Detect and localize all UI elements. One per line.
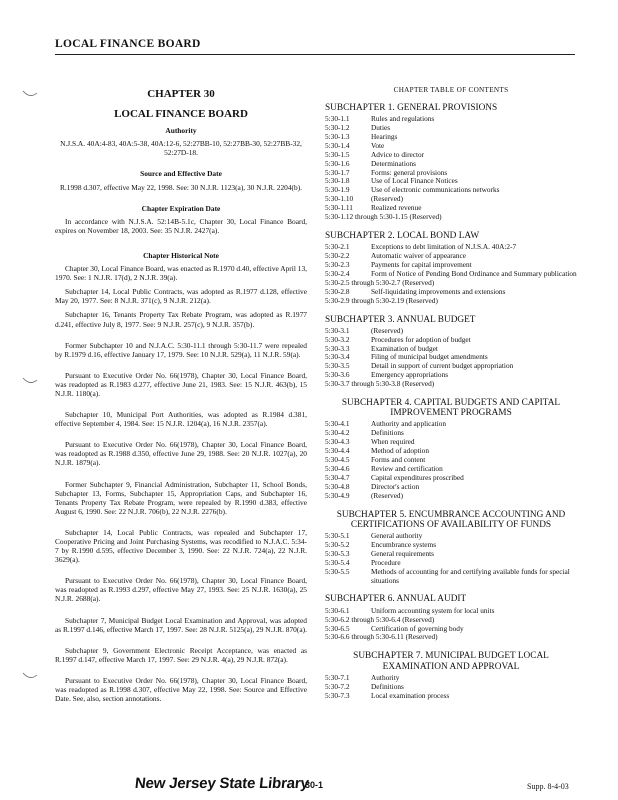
toc-entry xyxy=(325,492,577,501)
subchapter-heading: SUBCHAPTER 5. ENCUMBRANCE ACCOUNTING AND CERTIFICATIONS OF AVAILABILITY OF FUNDS xyxy=(336,509,566,530)
section-number: 5:30-2.3 xyxy=(325,260,350,269)
toc-entry xyxy=(325,151,577,160)
section-number: 5:30-4.9 xyxy=(325,490,350,500)
section-number: 5:30-4.2 xyxy=(325,428,350,438)
section-title: Definitions xyxy=(371,428,404,438)
section-number: 5:30-1.2 xyxy=(325,123,350,133)
binder-mark xyxy=(22,88,38,98)
toc-entry xyxy=(325,456,577,465)
header-rule xyxy=(55,54,575,55)
section-title: Examination of budget xyxy=(371,343,438,353)
section-range: 5:30-2.9 through 5:30-2.19 (Reserved) xyxy=(325,295,438,305)
subchapter-heading: SUBCHAPTER 6. ANNUAL AUDIT xyxy=(325,594,467,605)
section-title: Self-liquidating improvements and extensions xyxy=(371,286,506,296)
section-number: 5:30-4.8 xyxy=(325,481,350,491)
toc-entry xyxy=(325,447,577,456)
toc-entry xyxy=(325,568,577,586)
toc-entry xyxy=(325,186,577,195)
section-number: 5:30-3.1 xyxy=(325,325,350,335)
section-number: 5:30-4.6 xyxy=(325,464,350,474)
section-number: 5:30-1.6 xyxy=(325,158,350,168)
section-number: 5:30-1.7 xyxy=(325,167,350,177)
section-number: 5:30-1.9 xyxy=(325,185,350,195)
section-title: Duties xyxy=(371,123,391,133)
section-number: 5:30-2.8 xyxy=(325,286,350,296)
history-paragraph: Pursuant to Executive Order No. 66(1978), Chapter 30, Local Finance Board, was readopted as R.1993 d.297, effective May 27, 1993. See: 25 N.J.R. 1630(a), 25 N.J.R. 2688(a). xyxy=(55,576,307,604)
toc-entry xyxy=(325,380,577,389)
section-title: Filing of municipal budget amendments xyxy=(371,352,488,362)
history-heading: Chapter Historical Note xyxy=(143,250,219,260)
toc-entry xyxy=(325,692,577,701)
section-title: Authority xyxy=(371,672,400,682)
section-range: 5:30-1.12 through 5:30-1.15 (Reserved) xyxy=(325,212,442,222)
chapter-table-of-contents xyxy=(325,86,577,700)
section-number: 5:30-1.11 xyxy=(325,203,353,213)
section-number: 5:30-1.4 xyxy=(325,140,350,150)
section-title: When required xyxy=(371,437,415,447)
section-number: 5:30-5.1 xyxy=(325,531,350,541)
section-title: Detail in support of current budget appropriation xyxy=(371,361,514,371)
history-paragraph: Subchapter 16, Tenants Property Tax Rebate Program, was adopted as R.1977 d.241, effective July 8, 1977. See: 9 N.J.R. 257(c), 9 N.J.R. 357(b). xyxy=(55,310,307,329)
section-number: 5:30-1.5 xyxy=(325,149,350,159)
toc-entry xyxy=(325,195,577,204)
section-number: 5:30-6.5 xyxy=(325,623,350,633)
toc-entry xyxy=(325,429,577,438)
section-title: Encumbrance systems xyxy=(371,539,437,549)
running-head: LOCAL FINANCE BOARD xyxy=(55,38,201,50)
section-number: 5:30-1.3 xyxy=(325,131,350,141)
history-paragraph: Subchapter 14, Local Public Contracts, was adopted as R.1977 d.128, effective May 20, 1977. See: 8 N.J.R. 371(c), 9 N.J.R. 212(a). xyxy=(55,287,307,306)
toc-entry xyxy=(325,633,577,642)
toc-entry xyxy=(325,124,577,133)
section-number: 5:30-3.2 xyxy=(325,334,350,344)
section-title: Uniform accounting system for local units xyxy=(371,605,495,615)
toc-entry xyxy=(325,133,577,142)
source-heading: Source and Effective Date xyxy=(140,169,222,179)
toc-entry xyxy=(325,438,577,447)
section-number: 5:30-4.4 xyxy=(325,446,350,456)
section-title: Advice to director xyxy=(371,149,425,159)
section-number: 5:30-1.1 xyxy=(325,114,350,124)
section-number: 5:30-4.3 xyxy=(325,437,350,447)
section-title: Payments for capital improvement xyxy=(371,260,472,269)
toc-entry xyxy=(325,336,577,345)
history-paragraph: Former Subchapter 9, Financial Administration, Subchapter 11, School Bonds, Subchapter 13, Forms, Subchapter 15, Appropriation Caps, and Subchapter 16, Tenants Property Tax Rebate Program, were repealed by R.1990 d.383, effective August 6, 1990. See: 22 N.J.R. 706(b), 22 N.J.R. 2276(b). xyxy=(55,479,307,516)
section-number: 5:30-3.6 xyxy=(325,370,350,380)
chapter-title: LOCAL FINANCE BOARD xyxy=(114,108,248,121)
section-number: 5:30-4.5 xyxy=(325,455,350,465)
section-title: Method of adoption xyxy=(371,446,429,456)
section-number: 5:30-7.1 xyxy=(325,672,350,682)
subchapter-heading: SUBCHAPTER 7. MUNICIPAL BUDGET LOCAL EXAMINATION AND APPROVAL xyxy=(353,651,549,672)
history-paragraph: Pursuant to Executive Order No. 66(1978), Chapter 30, Local Finance Board, was readopted as R.1998 d.307, effective May 22, 1998. See: Source and Effective Date. See, also, section annotations. xyxy=(55,675,307,704)
section-number: 5:30-2.4 xyxy=(325,268,350,278)
subchapter-heading: SUBCHAPTER 4. CAPITAL BUDGETS AND CAPITAL IMPROVEMENT PROGRAMS xyxy=(341,398,561,419)
section-number: 5:30-4.1 xyxy=(325,419,350,429)
section-number: 5:30-7.2 xyxy=(325,681,350,691)
toc-entry xyxy=(325,483,577,492)
chapter-front-matter xyxy=(55,90,307,708)
expiration-heading: Chapter Expiration Date xyxy=(141,203,221,213)
section-number: 5:30-3.5 xyxy=(325,361,350,371)
section-title: Capital expenditures proscribed xyxy=(371,472,464,482)
supplement-date: Supp. 8-4-03 xyxy=(527,782,569,791)
section-number: 5:30-3.4 xyxy=(325,352,350,362)
section-title: General requirements xyxy=(371,548,435,558)
section-title: Use of electronic communications networks xyxy=(371,185,500,195)
section-number: 5:30-2.1 xyxy=(325,242,350,252)
section-title: Definitions xyxy=(371,681,404,691)
subchapter-heading: SUBCHAPTER 1. GENERAL PROVISIONS xyxy=(325,102,498,113)
toc-entry xyxy=(325,532,577,541)
section-title: Use of Local Finance Notices xyxy=(371,176,458,186)
history-paragraph: Subchapter 14, Local Public Contracts, was repealed and Subchapter 17, Cooperative Pricing and Joint Purchasing Systems, was recodified to N.J.A.C. 5:34-7 by R.1990 d.595, effective December 3, 1990. See: 22 N.J.R. 724(a), 22 N.J.R. 3629(a). xyxy=(55,527,307,565)
section-range: 5:30-6.2 through 5:30-6.4 (Reserved) xyxy=(325,614,435,624)
section-title: Emergency appropriations xyxy=(371,370,449,380)
toc-entry xyxy=(325,683,577,692)
history-paragraph: Chapter 30, Local Finance Board, was enacted as R.1970 d.40, effective April 13, 1970. See: 1 N.J.R. 17(d), 2 N.J.R. 39(a). xyxy=(55,264,307,283)
section-title: Realized revenue xyxy=(371,203,422,213)
section-number: 5:30-5.5 xyxy=(325,566,350,576)
binder-mark xyxy=(22,670,38,680)
section-title: Forms: general provisions xyxy=(371,167,448,177)
toc-title: CHAPTER TABLE OF CONTENTS xyxy=(393,86,509,94)
toc-entry xyxy=(325,160,577,169)
section-title: (Reserved) xyxy=(371,325,404,335)
toc-entry xyxy=(325,474,577,483)
toc-entry xyxy=(325,550,577,559)
toc-entry xyxy=(325,213,577,222)
section-title: (Reserved) xyxy=(371,490,404,500)
section-title: Local examination process xyxy=(371,690,450,700)
subchapter-heading: SUBCHAPTER 3. ANNUAL BUDGET xyxy=(325,314,476,325)
section-number: 5:30-7.3 xyxy=(325,690,350,700)
section-title: Form of Notice of Pending Bond Ordinance and Summary publication xyxy=(371,268,577,278)
section-title: Determinations xyxy=(371,158,416,168)
toc-entry xyxy=(325,674,577,683)
page-number: 30-1 xyxy=(305,780,324,790)
expiration-text: In accordance with N.J.S.A. 52:14B-5.1c, Chapter 30, Local Finance Board, expires on November 18, 2003. See: 35 N.J.R. 2427(a). xyxy=(55,216,307,235)
authority-heading: Authority xyxy=(165,126,197,136)
history-paragraph: Subchapter 9, Government Electronic Receipt Acceptance, was enacted as R.1997 d.147, effective March 17, 1997. See: 29 N.J.R. 4(a), 29 N.J.R. 872(a). xyxy=(55,645,307,664)
history-paragraph: Pursuant to Executive Order No. 66(1978), Chapter 30, Local Finance Board, was readopted as R.1983 d.277, effective June 21, 1983. See: 15 N.J.R. 463(b), 15 N.J.R. 1180(a). xyxy=(55,370,307,398)
history-paragraph: Subchapter 7, Municipal Budget Local Examination and Approval, was adopted as R.1997 d.146, effective March 17, 1997. See: 28 N.J.R. 5125(a), 29 N.J.R. 870(a). xyxy=(55,615,307,634)
section-range: 5:30-3.7 through 5:30-3.8 (Reserved) xyxy=(325,379,435,389)
toc-entry xyxy=(325,420,577,429)
toc-entry xyxy=(325,297,577,306)
toc-entry xyxy=(325,541,577,550)
section-range: 5:30-6.6 through 5:30-6.11 (Reserved) xyxy=(325,632,438,642)
chapter-number: CHAPTER 30 xyxy=(147,88,215,100)
section-title: Review and certification xyxy=(371,464,443,474)
toc-entry xyxy=(325,142,577,151)
section-number: 5:30-5.3 xyxy=(325,548,350,558)
toc-entry xyxy=(325,115,577,124)
authority-text: N.J.S.A. 40A:4-83, 40A:5-38, 40A:12-6, 52:27BB-10, 52:27BB-30, 52:27BB-32, 52:27D-18. xyxy=(60,139,302,158)
source-text: R.1998 d.307, effective May 22, 1998. See: 30 N.J.R. 1123(a), 30 N.J.R. 2204(b). xyxy=(59,182,302,192)
section-title: Exceptions to debt limitation of N.J.S.A. 40A:2-7 xyxy=(371,242,517,252)
section-title: Methods of accounting for and certifying available funds for special situations xyxy=(371,566,570,585)
binder-mark xyxy=(22,375,38,385)
section-title: Forms and content xyxy=(371,455,426,465)
section-title: Procedures for adoption of budget xyxy=(371,334,471,344)
section-title: Director's action xyxy=(371,481,420,491)
section-title: Authority and application xyxy=(371,419,446,429)
history-paragraph: Subchapter 10, Municipal Port Authorities, was adopted as R.1984 d.381, effective September 4, 1984. See: 15 N.J.R. 1204(a), 16 N.J.R. 2357(a). xyxy=(55,410,307,429)
section-number: 5:30-1.10 xyxy=(325,194,354,204)
history-paragraph: Former Subchapter 10 and N.J.A.C. 5:30-11.1 through 5:30-11.7 were repealed by R.1979 d.16, effective January 17, 1979. See: 10 N.J.R. 529(a), 11 N.J.R. 59(a). xyxy=(55,340,307,359)
library-stamp: New Jersey State Library xyxy=(134,775,310,792)
section-title: General authority xyxy=(371,531,423,541)
section-number: 5:30-4.7 xyxy=(325,472,350,482)
section-number: 5:30-5.4 xyxy=(325,557,350,567)
history-paragraph: Pursuant to Executive Order No. 66(1978), Chapter 30, Local Finance Board, was readopted as R.1988 d.350, effective June 29, 1988. See: 20 N.J.R. 1027(a), 20 N.J.R. 1879(a). xyxy=(55,440,307,468)
section-title: (Reserved) xyxy=(371,194,404,204)
section-title: Hearings xyxy=(371,131,398,141)
section-number: 5:30-6.1 xyxy=(325,605,350,615)
section-title: Certification of governing body xyxy=(371,623,464,633)
section-title: Vote xyxy=(371,140,385,150)
section-number: 5:30-2.2 xyxy=(325,251,350,261)
section-title: Rules and regulations xyxy=(371,114,435,124)
section-number: 5:30-3.3 xyxy=(325,343,350,353)
section-title: Automatic waiver of appearance xyxy=(371,251,467,261)
toc-entry xyxy=(325,362,577,371)
section-range: 5:30-2.5 through 5:30-2.7 (Reserved) xyxy=(325,277,435,287)
section-title: Procedure xyxy=(371,557,401,567)
subchapter-heading: SUBCHAPTER 2. LOCAL BOND LAW xyxy=(325,230,480,241)
section-number: 5:30-5.2 xyxy=(325,539,350,549)
section-number: 5:30-1.8 xyxy=(325,176,350,186)
